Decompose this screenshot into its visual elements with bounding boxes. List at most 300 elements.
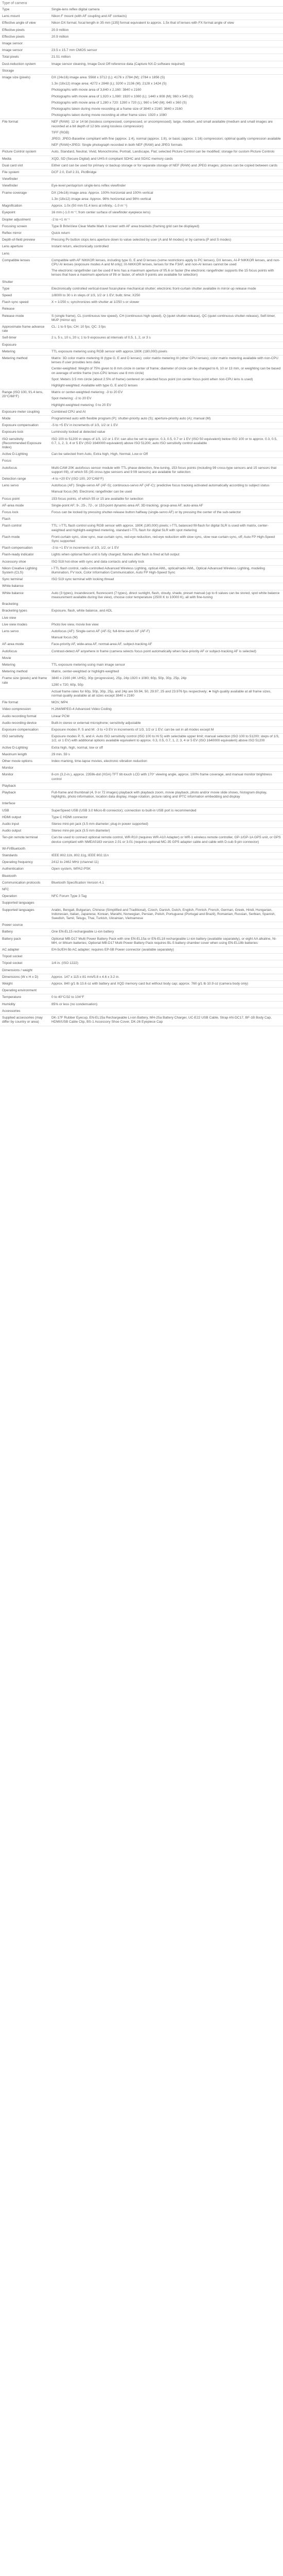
spec-label: Exposure lock bbox=[0, 429, 49, 436]
spec-row bbox=[0, 203, 283, 210]
spec-label: Speed bbox=[0, 292, 49, 299]
spec-row bbox=[0, 994, 283, 1001]
spec-label: Picture Control system bbox=[0, 149, 49, 156]
spec-value-line: ISO 100 to 51200 in steps of 1/3, 1/2 or 1 EV; can also be set to approx. 0.3, 0.5, 0.7 or 1 EV (ISO 50 equivalent) below ISO 100 or to approx. 0.3, 0.5, 0.7, 1, 2, 3, 4 or 5 EV (ISO 1640000 equivalent) above ISO 51200; auto ISO sensitivity control available bbox=[51, 437, 277, 445]
spec-value bbox=[49, 119, 283, 149]
spec-value-line: Stereo mini-pin jack (3.5 mm diameter; plug-in power supported) bbox=[51, 822, 149, 826]
spec-value bbox=[49, 458, 283, 465]
spec-value bbox=[49, 893, 283, 900]
spec-label: Video compression bbox=[0, 706, 49, 713]
spec-label: Dimensions (W x H x D) bbox=[0, 974, 49, 980]
spec-value bbox=[49, 713, 283, 720]
spec-row bbox=[0, 628, 283, 641]
spec-value-line: Eye-level pentaprism single-lens reflex viewfinder bbox=[51, 184, 126, 188]
spec-value-line: Spot: Meters 3.5 mm circle (about 2.5% of frame) centered on selected focus point (on center focus point when non-CPU lens is used) bbox=[51, 377, 253, 381]
spec-row bbox=[0, 476, 283, 483]
spec-label: File format bbox=[0, 700, 49, 706]
spec-value-line: -2 to +1 m⁻¹ bbox=[51, 217, 70, 222]
spec-value-line: 1/4 in. (ISO 1222) bbox=[51, 961, 79, 965]
spec-row bbox=[0, 821, 283, 828]
spec-value bbox=[49, 348, 283, 355]
spec-value bbox=[49, 675, 283, 688]
spec-value bbox=[49, 879, 283, 886]
spec-value-line: Highlight-weighted metering: 0 to 20 EV bbox=[51, 403, 112, 407]
spec-value bbox=[49, 577, 283, 583]
spec-label: Power source bbox=[0, 922, 49, 929]
spec-label: Communication protocols bbox=[0, 879, 49, 886]
spec-label: Humidity bbox=[0, 1001, 49, 1008]
spec-label: Battery pack bbox=[0, 936, 49, 946]
spec-value-line: Spot metering: -2 to 20 EV bbox=[51, 397, 92, 401]
spec-label: Frame size (pixels) and frame rate bbox=[0, 675, 49, 688]
spec-value-line: Type B BriteView Clear Matte Mark II screen with AF area brackets (framing grid can be displayed) bbox=[51, 224, 200, 228]
spec-value-line: XQD, SD (Secure Digital) and UHS-II compliant SDHC and SDXC memory cards bbox=[51, 157, 173, 161]
spec-row bbox=[0, 170, 283, 176]
spec-value-line: Quick return bbox=[51, 231, 70, 235]
spec-row bbox=[0, 688, 283, 699]
spec-label: Focus point bbox=[0, 496, 49, 502]
spec-value-line: Instant return, electronically controlled bbox=[51, 245, 109, 249]
spec-value-line: Photographs taken during movie recording at a frame size of 3840 x 2160: 3840 x 2160 bbox=[51, 107, 183, 111]
spec-value bbox=[49, 7, 283, 13]
spec-label: Audio recording format bbox=[0, 713, 49, 720]
spec-value-line: X = 1/250 s; synchronizes with shutter at 1/250 s or slower bbox=[51, 300, 139, 304]
spec-value bbox=[49, 190, 283, 202]
spec-value bbox=[49, 436, 283, 451]
spec-row bbox=[0, 967, 283, 974]
spec-value-line: Electronically controlled vertical-travel focal-plane mechanical shutter; electronic front-curtain shutter available in mirror-up release mode bbox=[51, 286, 256, 291]
spec-value-line: 20.9 million bbox=[51, 35, 69, 39]
spec-row bbox=[0, 7, 283, 13]
spec-value bbox=[49, 758, 283, 765]
spec-label: Release bbox=[0, 306, 49, 313]
spec-label: Tripod socket bbox=[0, 954, 49, 960]
spec-row bbox=[0, 873, 283, 879]
spec-value bbox=[49, 496, 283, 502]
spec-value bbox=[49, 734, 283, 744]
spec-value-line: Photographs with movie area of 1,920 x 1,080: 1920 x 1080 (L); 1440 x 808 (M); 960 x 540 (S) bbox=[51, 94, 193, 98]
spec-value-line: JPEG: JPEG-Baseline compliant with fine (approx. 1:4), normal (approx. 1:8), or basic (approx. 1:16) compression; optimal quality compression available bbox=[51, 137, 281, 141]
spec-label: Other movie options bbox=[0, 758, 49, 765]
spec-value bbox=[49, 947, 283, 954]
spec-value bbox=[49, 772, 283, 783]
spec-value bbox=[49, 523, 283, 534]
spec-value-line: Can be selected from Auto, Extra high, High, Normal, Low or Off bbox=[51, 452, 148, 456]
spec-value bbox=[49, 853, 283, 859]
spec-value-line: Approx. 840 g/1 lb 13.6 oz with battery and XQD memory card but without body cap; approx. 760 g/1 lb 10.9 oz (camera body only) bbox=[51, 982, 249, 986]
spec-value bbox=[49, 244, 283, 250]
spec-value-line: 23.5 x 15.7 mm CMOS sensor bbox=[51, 48, 97, 53]
spec-value-line: The electronic rangefinder can be used if lens has a maximum aperture of f/5.6 or faster (the electronic rangefinder supports the 15 focus points with lenses that have a maximum aperture of f/8 or faster, of which 9 points are available for selection) bbox=[51, 269, 274, 277]
spec-label: Lens servo bbox=[0, 628, 49, 641]
spec-row bbox=[0, 866, 283, 873]
spec-label bbox=[0, 688, 49, 699]
spec-value-line: Center-weighted: Weight of 75% given to 8 mm circle in center of frame; diameter of circle can be changed to 6, 10 or 13 mm, or weighting can be based on average of entire frame (non-CPU lenses use 8 mm circle) bbox=[51, 367, 281, 375]
spec-value bbox=[49, 960, 283, 967]
spec-label: Monitor bbox=[0, 765, 49, 772]
spec-row bbox=[0, 700, 283, 706]
spec-value bbox=[49, 783, 283, 789]
spec-row bbox=[0, 250, 283, 257]
spec-row bbox=[0, 1015, 283, 1026]
spec-value-line: -4 to +20 EV (ISO 100, 20°C/68°F) bbox=[51, 477, 104, 481]
spec-row bbox=[0, 807, 283, 814]
spec-row bbox=[0, 149, 283, 156]
spec-label: Shutter bbox=[0, 279, 49, 285]
spec-value-line: i-TTL flash control, radio-controlled Advanced Wireless Lighting, optical AWL, optical/radio AWL, Optical Advanced Wireless Lighting, modeling illumination, FV lock, Color Information Communication, Auto FP High-Speed Sync bbox=[51, 566, 265, 575]
spec-value-line: Index marking, time-lapse movies, electronic vibration reduction bbox=[51, 759, 147, 763]
spec-value bbox=[49, 429, 283, 436]
spec-value bbox=[49, 335, 283, 342]
spec-value bbox=[49, 641, 283, 648]
spec-value bbox=[49, 451, 283, 458]
spec-label: Tripod socket bbox=[0, 960, 49, 967]
spec-value-line: TIFF (RGB) bbox=[51, 130, 69, 134]
spec-row bbox=[0, 960, 283, 967]
spec-value bbox=[49, 720, 283, 726]
spec-value-line: Type C HDMI connector bbox=[51, 815, 88, 819]
spec-row bbox=[0, 27, 283, 33]
spec-row bbox=[0, 223, 283, 230]
spec-value-line: TTL: i-TTL flash control using RGB sensor with approx. 180K (180,000) pixels; i-TTL balanced fill-flash for digital SLR is used with matrix, center-weighted and highlight-weighted metering, standard i-TTL flash for digital SLR with spot metering bbox=[51, 524, 269, 532]
spec-label: Live view bbox=[0, 615, 49, 621]
spec-value bbox=[49, 416, 283, 422]
spec-row bbox=[0, 734, 283, 744]
spec-row bbox=[0, 669, 283, 675]
spec-row bbox=[0, 279, 283, 285]
spec-value-line: Optional MB-D17 Multi Power Battery Pack with one EN-EL15a or EN-EL18 rechargeable Li-ion battery (available separately), or eight AA alkaline, Ni-MH, or lithium batteries; Optional MB-D17 Multi Power Battery Pack requires BL-5 battery chamber cover when using EN-EL18b batteries bbox=[51, 937, 277, 945]
spec-label: Active D-Lighting bbox=[0, 451, 49, 458]
spec-table bbox=[0, 7, 283, 1026]
spec-value bbox=[49, 422, 283, 429]
spec-value bbox=[49, 801, 283, 807]
spec-value-line: 153 focus points, of which 55 or 15 are available for selection bbox=[51, 497, 144, 501]
spec-label: Supported languages bbox=[0, 907, 49, 922]
spec-value bbox=[49, 292, 283, 299]
spec-value-line: Exposure modes P, S, and A: Auto ISO sensitivity control (ISO 100 to Hi 5) with selectable upper limit; manual selection (ISO 100 to 51200; steps of 1/3, 1/2, or 1 EV) with additional options available equivalent to approx. 0.3, 0.5, 0.7, 1, 2, 3, 4 or 5 EV (ISO 1640000 equivalent) above ISO 51200 bbox=[51, 735, 279, 743]
spec-value-line: Compatible with AF NIKKOR lenses, including type G, E and D lenses (some restrictions apply to PC lenses), DX lenses, AI-P NIKKOR lenses, and non-CPU AI lenses (exposure modes A and M only); IX-NIKKOR lenses, lenses for the F3AF, and non-AI lenses cannot be used bbox=[51, 258, 280, 266]
spec-row bbox=[0, 988, 283, 994]
spec-label: Frame coverage bbox=[0, 190, 49, 202]
spec-value bbox=[49, 807, 283, 814]
spec-row bbox=[0, 216, 283, 223]
spec-value-line: 1.3x (18x12) image area: 4272 x 2848 (L); 3200 x 2136 (M); 2128 x 1424 (S) bbox=[51, 82, 167, 86]
spec-row bbox=[0, 621, 283, 628]
spec-label: Flash control bbox=[0, 523, 49, 534]
spec-label: Battery bbox=[0, 929, 49, 936]
spec-value-line: Approx. 147 x 115 x 81 mm/5.8 x 4.6 x 3.2 in. bbox=[51, 975, 120, 979]
spec-value-line: One EN-EL15 rechargeable Li-ion battery bbox=[51, 930, 114, 934]
spec-label: Dust-reduction system bbox=[0, 61, 49, 67]
spec-value bbox=[49, 583, 283, 590]
spec-row bbox=[0, 789, 283, 800]
spec-label: Approximate frame advance rate bbox=[0, 324, 49, 334]
spec-label: Magnification bbox=[0, 203, 49, 210]
spec-row bbox=[0, 156, 283, 162]
spec-value-line: ISO 519 sync terminal with locking thread bbox=[51, 578, 114, 582]
spec-value bbox=[49, 1001, 283, 1008]
spec-row bbox=[0, 954, 283, 960]
spec-row bbox=[0, 523, 283, 534]
spec-value bbox=[49, 907, 283, 922]
spec-label: Nikon Creative Lighting System (CLS) bbox=[0, 565, 49, 576]
spec-label: Metering bbox=[0, 662, 49, 668]
spec-value bbox=[49, 61, 283, 67]
spec-label: AC adapter bbox=[0, 947, 49, 954]
spec-value-line: Built-in stereo or external microphone; sensitivity adjustable bbox=[51, 721, 141, 725]
spec-value bbox=[49, 47, 283, 54]
spec-label: AF-area mode bbox=[0, 502, 49, 509]
spec-row bbox=[0, 416, 283, 422]
spec-value bbox=[49, 516, 283, 523]
spec-row bbox=[0, 845, 283, 852]
spec-row bbox=[0, 306, 283, 313]
spec-value bbox=[49, 648, 283, 655]
spec-value-line: Autofocus (AF): Single-servo AF (AF-S); continuous-servo AF (AF-C); predictive focus tracking activated automatically according to subject status bbox=[51, 484, 270, 488]
spec-value-line: Single-point AF; 9-, 25-, 72-, or 153-point dynamic-area AF, 3D-tracking, group-area AF, auto-area AF bbox=[51, 503, 203, 507]
spec-value-line: Either card can be used for primary or backup storage or for separate storage of NEF (RAW) and JPEG images; pictures can be copied between cards bbox=[51, 163, 278, 167]
spec-value bbox=[49, 210, 283, 216]
spec-value bbox=[49, 866, 283, 873]
spec-row bbox=[0, 389, 283, 409]
spec-label: Eyepoint bbox=[0, 210, 49, 216]
spec-value bbox=[49, 859, 283, 866]
spec-value bbox=[49, 183, 283, 190]
spec-value-line: Pressing Pv button stops lens aperture down to value selected by user (A and M modes) or by camera (P and S modes) bbox=[51, 238, 232, 242]
spec-row bbox=[0, 292, 283, 299]
spec-value-line: Lights when optional flash unit is fully charged; flashes after flash is fired at full output bbox=[51, 553, 180, 557]
spec-row bbox=[0, 726, 283, 733]
spec-value bbox=[49, 176, 283, 183]
spec-value bbox=[49, 744, 283, 751]
spec-value bbox=[49, 558, 283, 565]
spec-label: Effective pixels bbox=[0, 33, 49, 40]
spec-value-line: NEF (RAW)+JPEG: Single photograph recorded in both NEF (RAW) and JPEG formats bbox=[51, 143, 183, 147]
spec-label: Bracketing bbox=[0, 601, 49, 608]
spec-value-line: -3 to +1 EV in increments of 1/3, 1/2, or 1 EV bbox=[51, 546, 119, 550]
spec-row bbox=[0, 61, 283, 67]
spec-label: Storage bbox=[0, 67, 49, 74]
spec-row bbox=[0, 451, 283, 458]
spec-value bbox=[49, 483, 283, 496]
spec-value-line: Photo live view, movie live view bbox=[51, 622, 99, 626]
spec-value-line: Linear PCM bbox=[51, 714, 69, 718]
spec-label: Operation bbox=[0, 893, 49, 900]
spec-row bbox=[0, 893, 283, 900]
spec-value bbox=[49, 465, 283, 476]
spec-value bbox=[49, 156, 283, 162]
spec-row bbox=[0, 190, 283, 202]
spec-label: Viewfinder bbox=[0, 176, 49, 183]
spec-row bbox=[0, 313, 283, 324]
spec-label: Total pixels bbox=[0, 54, 49, 61]
spec-row bbox=[0, 900, 283, 907]
spec-value bbox=[49, 41, 283, 47]
spec-row bbox=[0, 183, 283, 190]
spec-value bbox=[49, 821, 283, 828]
spec-row bbox=[0, 299, 283, 306]
spec-value bbox=[49, 324, 283, 334]
spec-label: Type bbox=[0, 285, 49, 292]
spec-value-line: Nikon F mount (with AF coupling and AF contacts) bbox=[51, 14, 127, 19]
spec-label: File system bbox=[0, 170, 49, 176]
spec-row bbox=[0, 751, 283, 758]
spec-value bbox=[49, 655, 283, 662]
spec-value bbox=[49, 887, 283, 893]
spec-value bbox=[49, 936, 283, 946]
spec-row bbox=[0, 458, 283, 465]
spec-row bbox=[0, 608, 283, 615]
spec-value bbox=[49, 900, 283, 907]
spec-value bbox=[49, 988, 283, 994]
spec-label: Bracketing types bbox=[0, 608, 49, 615]
spec-label: White balance bbox=[0, 590, 49, 601]
spec-value-line: Matrix: 3D color matrix metering III (type G, E and D lenses); color matrix metering III (other CPU lenses); color matrix metering available with non-CPU lenses if user provides lens data bbox=[51, 356, 278, 365]
spec-value bbox=[49, 389, 283, 409]
spec-label: Self-timer bbox=[0, 335, 49, 342]
spec-value-line: Matrix or center-weighted metering: -3 to 20 EV bbox=[51, 391, 123, 395]
spec-value-line: ISO 518 hot-shoe with sync and data contacts and safety lock bbox=[51, 560, 145, 564]
spec-value bbox=[49, 75, 283, 119]
spec-label: Accessory shoe bbox=[0, 558, 49, 565]
spec-label: Flash-ready indicator bbox=[0, 552, 49, 558]
spec-row bbox=[0, 615, 283, 621]
spec-value-line: Nikon DX format; focal length in 35 mm [135] format equivalent to approx. 1.5x that of lenses with FX format angle of view bbox=[51, 21, 234, 25]
spec-value bbox=[49, 1015, 283, 1026]
spec-value-line: IEEE 802.11b, 802.11g, IEEE 802.11n bbox=[51, 854, 109, 858]
spec-value bbox=[49, 835, 283, 845]
spec-label: Audio input bbox=[0, 821, 49, 828]
spec-value bbox=[49, 565, 283, 576]
spec-row bbox=[0, 162, 283, 169]
spec-row bbox=[0, 510, 283, 516]
spec-value-line: Actual frame rates for 60p, 50p, 30p, 25p, and 24p are 59.94, 50, 29.97, 25 and 23.976 fps respectively; ★ high quality available at all frame sizes, normal quality available at all sizes except 3840 x 2160 bbox=[51, 689, 272, 698]
spec-label: Live view modes bbox=[0, 621, 49, 628]
spec-value bbox=[49, 313, 283, 324]
spec-value-line: Stereo mini-pin jack (3.5 mm diameter) bbox=[51, 829, 110, 833]
spec-row bbox=[0, 67, 283, 74]
spec-value-line: DX (24x16) image area: Approx. 100% horizontal and 100% vertical bbox=[51, 191, 153, 195]
spec-row bbox=[0, 765, 283, 772]
spec-row bbox=[0, 516, 283, 523]
spec-row bbox=[0, 483, 283, 496]
spec-label: Authentication bbox=[0, 866, 49, 873]
spec-label: Ten-pin remote terminal bbox=[0, 835, 49, 845]
spec-value bbox=[49, 828, 283, 835]
spec-label: Flash sync speed bbox=[0, 299, 49, 306]
spec-value-line: Face-priority AF, wide-area AF, normal-area AF, subject-tracking AF bbox=[51, 642, 152, 647]
spec-row bbox=[0, 324, 283, 334]
spec-value-line: Multi-CAM 20K autofocus sensor module with TTL phase detection, fine-tuning, 153 focus points (including 99 cross-type sensors and 15 sensors that support f/8), of which 55 (35 cross-type sensors and 9 f/8 sensors) are available for selection bbox=[51, 466, 277, 474]
spec-label: Metering method bbox=[0, 355, 49, 389]
spec-row bbox=[0, 720, 283, 726]
spec-label: Lens aperture bbox=[0, 244, 49, 250]
spec-value-line: Auto (3 types), incandescent, fluorescent (7 types), direct sunlight, flash, cloudy, shade, preset manual (up to 6 values can be stored, spot white balance measurement available during live view), choose color temperature (2500 K to 10000 K), all with fine-tuning bbox=[51, 591, 280, 599]
spec-value-line: DX (24x16) image area: 5568 x 3712 (L); 4176 x 2784 (M); 2784 x 1856 (S) bbox=[51, 76, 165, 80]
spec-value-line: DCF 2.0, Exif 2.31, PictBridge bbox=[51, 171, 97, 175]
spec-row bbox=[0, 119, 283, 149]
spec-label: Detection range bbox=[0, 476, 49, 483]
spec-value bbox=[49, 502, 283, 509]
spec-row bbox=[0, 758, 283, 765]
spec-value bbox=[49, 608, 283, 615]
spec-label: Accessories bbox=[0, 1008, 49, 1014]
spec-row bbox=[0, 662, 283, 668]
spec-label: Focusing screen bbox=[0, 223, 49, 230]
spec-row bbox=[0, 1008, 283, 1014]
spec-label: Flash compensation bbox=[0, 545, 49, 552]
spec-row bbox=[0, 814, 283, 821]
spec-value bbox=[49, 306, 283, 313]
spec-label: Focus bbox=[0, 458, 49, 465]
spec-label: Autofocus bbox=[0, 465, 49, 476]
spec-row bbox=[0, 828, 283, 835]
spec-label: Effective angle of view bbox=[0, 20, 49, 27]
spec-value-line: CL: 1 to 9 fps; CH: 10 fps; QC: 3 fps bbox=[51, 325, 106, 329]
spec-row bbox=[0, 33, 283, 40]
spec-value bbox=[49, 706, 283, 713]
spec-row bbox=[0, 335, 283, 342]
spec-value bbox=[49, 545, 283, 552]
spec-row bbox=[0, 853, 283, 859]
spec-value bbox=[49, 726, 283, 733]
spec-value bbox=[49, 974, 283, 980]
spec-value-line: Luminosity locked at detected value bbox=[51, 430, 105, 434]
spec-value-line: Bluetooth Specification Version 4.1 bbox=[51, 880, 104, 885]
spec-value bbox=[49, 922, 283, 929]
spec-table-body bbox=[0, 7, 283, 1026]
spec-value bbox=[49, 162, 283, 169]
spec-value bbox=[49, 250, 283, 257]
spec-value-line: DK-17F Rubber Eyecup, EN-EL15a Rechargeable Li-ion Battery, MH-25a Battery Charger, UC-E22 USB Cable, Strap AN-DC17, BF-1B Body Cap, HDMI/USB Cable Clip, BS-1 Accessory Shoe Cover, DK-26 Eyepiece Cap bbox=[51, 1016, 272, 1024]
spec-value bbox=[49, 257, 283, 279]
spec-value-line: Image sensor cleaning, Image Dust Off reference data (Capture NX-D software required) bbox=[51, 62, 185, 66]
spec-value bbox=[49, 342, 283, 348]
spec-value-line: 2 s, 5 s, 10 s, 20 s; 1 to 9 exposures at intervals of 0.5, 1, 2, or 3 s bbox=[51, 336, 151, 340]
spec-row bbox=[0, 675, 283, 688]
spec-label: Sync terminal bbox=[0, 577, 49, 583]
spec-value bbox=[49, 279, 283, 285]
spec-label: Exposure bbox=[0, 342, 49, 348]
spec-value bbox=[49, 33, 283, 40]
spec-value bbox=[49, 789, 283, 800]
spec-value bbox=[49, 615, 283, 621]
spec-row bbox=[0, 409, 283, 415]
spec-value-line: Full-frame and thumbnail (4, 9 or 72 images) playback with playback zoom, movie playback, photo and/or movie slide shows, histogram display, highlights, photo information, location data display, image rotation, picture rating and IPTC information embedding and display bbox=[51, 790, 267, 799]
spec-label: USB bbox=[0, 807, 49, 814]
spec-row bbox=[0, 772, 283, 783]
spec-value bbox=[49, 994, 283, 1001]
spec-label: Operating frequency bbox=[0, 859, 49, 866]
spec-value-line: SuperSpeed USB (USB 3.0 Micro-B connector); connection to built-in USB port is recommended bbox=[51, 808, 197, 812]
spec-row bbox=[0, 801, 283, 807]
spec-value-line: NFC Forum Type 3 Tag bbox=[51, 894, 87, 899]
spec-value-line: Contrast-detect AF anywhere in frame (camera selects focus point automatically when face-priority AF or subject-tracking AF is selected) bbox=[51, 649, 256, 653]
spec-value bbox=[49, 981, 283, 988]
spec-value bbox=[49, 967, 283, 974]
spec-label: NFC bbox=[0, 887, 49, 893]
spec-value-line: 8-cm (3.2-in.), approx. 2359k-dot (XGA) TFT tilt-touch LCD with 170° viewing angle, approx. 100% frame coverage, and manual monitor brightness control bbox=[51, 773, 272, 781]
spec-label: ISO sensitivity bbox=[0, 734, 49, 744]
spec-value-line: 20.9 million bbox=[51, 28, 69, 32]
spec-value-line: Programmed auto with flexible program (P); shutter-priority auto (S); aperture-priority auto (A); manual (M) bbox=[51, 417, 211, 420]
spec-value-line: Approx. 1.0x (50 mm f/1.4 lens at infinity, -1.0 m⁻¹) bbox=[51, 204, 128, 208]
spec-label: Image sensor bbox=[0, 47, 49, 54]
spec-value-line: MOV, MP4 bbox=[51, 701, 68, 705]
spec-label: Focus lock bbox=[0, 510, 49, 516]
spec-value bbox=[49, 230, 283, 236]
spec-value-line: Auto, Standard, Neutral, Vivid, Monochrome, Portrait, Landscape, Flat; selected Picture Control can be modified; storage for custom Picture Controls bbox=[51, 150, 275, 154]
